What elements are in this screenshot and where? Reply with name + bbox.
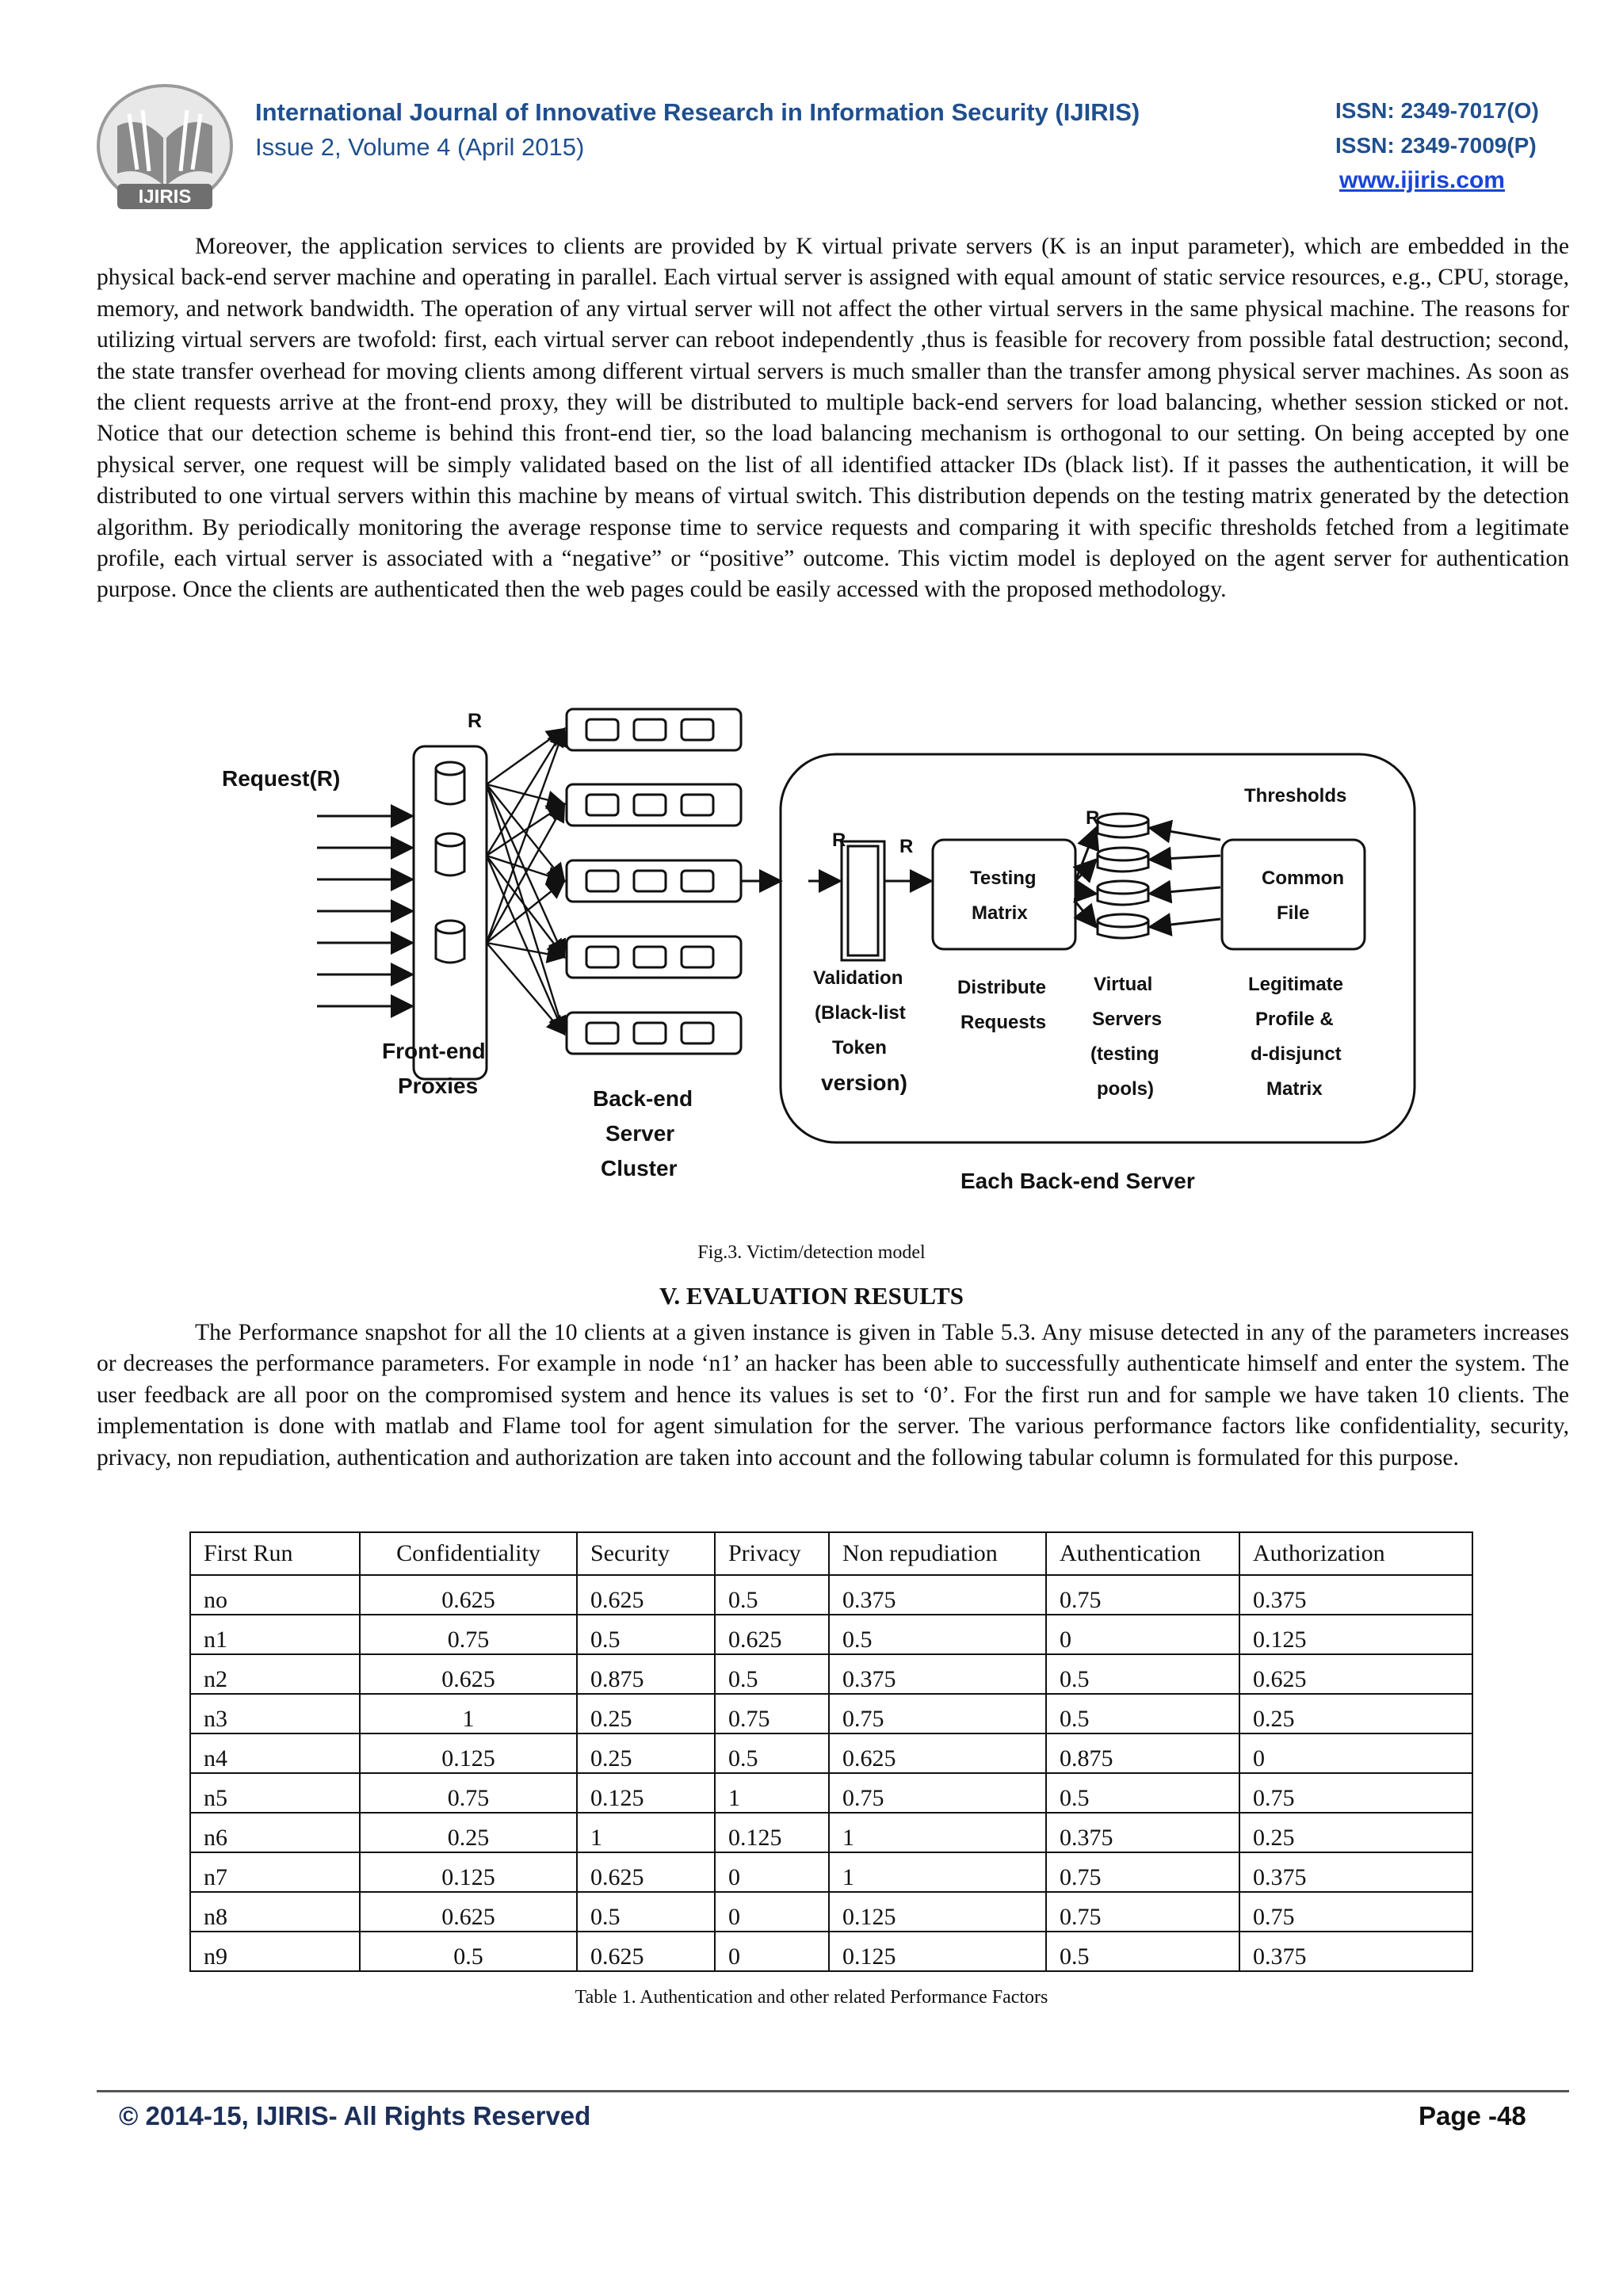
table-cell: 0.25 xyxy=(1239,1694,1472,1733)
common-label-1: Common xyxy=(1262,868,1344,889)
table-cell: 0.25 xyxy=(360,1813,577,1852)
table-cell: 0.125 xyxy=(577,1773,715,1813)
table-row xyxy=(190,1615,1472,1654)
testing-label-1: Testing xyxy=(970,868,1037,889)
page-number: Page -48 xyxy=(1419,2101,1526,2130)
backend-label-2: Server xyxy=(605,1121,675,1146)
validation-label-2: (Black-list xyxy=(815,1002,906,1024)
table-cell: 0.125 xyxy=(829,1932,1046,1971)
table-row xyxy=(190,1892,1472,1932)
issn-online: ISSN: 2349-7017(O) xyxy=(1335,98,1539,123)
table-cell: 0.5 xyxy=(1046,1773,1239,1813)
table-cell: 0.75 xyxy=(360,1773,577,1813)
table-cell: 0 xyxy=(715,1892,829,1932)
table-cell: 0.625 xyxy=(360,1892,577,1932)
table-cell: 0.75 xyxy=(360,1615,577,1654)
legit-label-4: Matrix xyxy=(1266,1078,1323,1100)
table-cell: 0.75 xyxy=(1046,1852,1239,1892)
table-row xyxy=(190,1733,1472,1773)
r-label-val-right: R xyxy=(899,836,914,857)
table-cell: 0.625 xyxy=(1239,1654,1472,1694)
backend-label-3: Cluster xyxy=(601,1156,678,1180)
table-header-cell: First Run xyxy=(190,1532,360,1575)
website-link[interactable]: www.ijiris.com xyxy=(1339,167,1505,193)
request-label: Request(R) xyxy=(222,766,341,791)
table-cell: 0.75 xyxy=(829,1773,1046,1813)
table-cell: 0.125 xyxy=(829,1892,1046,1932)
table-cell: 0.5 xyxy=(715,1575,829,1615)
table-cell: 1 xyxy=(577,1813,715,1852)
table-cell: 0 xyxy=(1046,1615,1239,1654)
table-cell: 0.5 xyxy=(1046,1932,1239,1971)
table-row xyxy=(190,1852,1472,1892)
table-cell: n7 xyxy=(190,1852,360,1892)
table-row xyxy=(190,1654,1472,1694)
table-cell: 0.5 xyxy=(360,1932,577,1971)
table-row xyxy=(190,1694,1472,1733)
table-row xyxy=(190,1813,1472,1852)
ijiris-logo xyxy=(94,82,236,217)
table-cell: 0.375 xyxy=(829,1654,1046,1694)
table-cell: 0.125 xyxy=(360,1852,577,1892)
table-cell: n3 xyxy=(190,1694,360,1733)
table-cell: 0 xyxy=(715,1852,829,1892)
table-cell: 1 xyxy=(829,1852,1046,1892)
table-cell: 0 xyxy=(715,1932,829,1971)
table-cell: 0.75 xyxy=(1046,1892,1239,1932)
table-cell: 0 xyxy=(1239,1733,1472,1773)
table-cell: 0.375 xyxy=(1046,1813,1239,1852)
table-header-cell: Non repudiation xyxy=(829,1532,1046,1575)
virtual-label-1: Virtual xyxy=(1094,974,1153,995)
copyright-notice: © 2014-15, IJIRIS- All Rights Reserved xyxy=(119,2101,591,2130)
table-cell: 0.625 xyxy=(829,1733,1046,1773)
table-cell: n5 xyxy=(190,1773,360,1813)
journal-title: International Journal of Innovative Research in Information Security (IJIRIS) xyxy=(255,98,1140,126)
table-cell: n2 xyxy=(190,1654,360,1694)
virtual-label-4: pools) xyxy=(1097,1078,1154,1100)
table-header-cell: Authorization xyxy=(1239,1532,1472,1575)
table-cell: 0.375 xyxy=(1239,1575,1472,1615)
validation-label-1: Validation xyxy=(813,967,903,989)
table-cell: 0.125 xyxy=(1239,1615,1472,1654)
table-cell: 1 xyxy=(715,1773,829,1813)
table-cell: 0.75 xyxy=(1239,1892,1472,1932)
virtual-label-3: (testing xyxy=(1090,1043,1159,1065)
table-cell: n6 xyxy=(190,1813,360,1852)
common-label-2: File xyxy=(1277,902,1310,924)
table-cell: 0.375 xyxy=(1239,1932,1472,1971)
testing-label-2: Matrix xyxy=(972,902,1028,924)
frontend-label-2: Proxies xyxy=(398,1074,479,1098)
table-cell: 0.75 xyxy=(715,1694,829,1733)
r-label-virtual: R xyxy=(1086,807,1100,829)
issue-volume: Issue 2, Volume 4 (April 2015) xyxy=(255,133,585,161)
table-cell: n9 xyxy=(190,1932,360,1971)
table-cell: 0.125 xyxy=(715,1813,829,1852)
body-paragraph-2: The Performance snapshot for all the 10 clients at a given instance is given in Table 5.3. Any misuse detected in any of the parameters increases or decreases the performance parameters. For example in node ‘n1’ an hacker has been able to successfully authenticate himself and enter the system. The user feedback are all poor on the compromised system and hence its values is set to ‘0’. For the first run and for sample we have taken 10 clients. The implementation is done with matlab and Flame tool for agent simulation for the server. The various performance factors like confidentiality, security, privacy, non repudiation, authentication and authorization are taken into account and the following tabular column is formulated for this purpose. xyxy=(97,1320,1569,1470)
table-cell: no xyxy=(190,1575,360,1615)
table-caption: Table 1. Authentication and other related Performance Factors xyxy=(575,1987,1048,2008)
legit-label-3: d-disjunct xyxy=(1251,1043,1342,1065)
table-row xyxy=(190,1932,1472,1971)
table-cell: 0.625 xyxy=(360,1575,577,1615)
table-row xyxy=(190,1575,1472,1615)
table-cell: 0.25 xyxy=(577,1694,715,1733)
proxy-cylinder xyxy=(436,762,464,804)
table-row xyxy=(190,1773,1472,1813)
legit-label-1: Legitimate xyxy=(1248,974,1344,995)
table-cell: 0.625 xyxy=(577,1575,715,1615)
table-cell: 0.875 xyxy=(1046,1733,1239,1773)
table-cell: 0.5 xyxy=(715,1733,829,1773)
table-cell: n4 xyxy=(190,1733,360,1773)
table-cell: n1 xyxy=(190,1615,360,1654)
table-header-cell: Security xyxy=(577,1532,715,1575)
each-backend-label: Each Back-end Server xyxy=(960,1169,1195,1193)
table-cell: 0.75 xyxy=(829,1694,1046,1733)
table-cell: 0.625 xyxy=(360,1654,577,1694)
table-header-cell: Privacy xyxy=(715,1532,829,1575)
r-label-top: R xyxy=(468,710,483,732)
performance-table xyxy=(189,1531,1473,1972)
table-header-cell: Confidentiality xyxy=(360,1532,577,1575)
table-cell: 0.5 xyxy=(577,1892,715,1932)
backend-label-1: Back-end xyxy=(593,1086,693,1111)
table-cell: 0.375 xyxy=(1239,1852,1472,1892)
distribute-label-2: Requests xyxy=(960,1012,1047,1033)
r-label-val-left: R xyxy=(832,830,846,851)
body-paragraph-1: Moreover, the application services to clients are provided by K virtual private servers (K is an input parameter), which are embedded in the physical back-end server machine and operating in parallel. Each virtual server is assigned with equal amount of static service resources, e.g., CPU, storage, memory, and network bandwidth. The operation of any virtual server will not affect the other virtual servers in the same physical machine. The reasons for utilizing virtual servers are twofold: first, each virtual server can reboot independently ,thus is feasible for recovery from possible fatal destruction; second, the state transfer overhead for moving clients among different virtual servers is much smaller than the transfer among physical server machines. As soon as the client requests arrive at the front-end proxy, they will be distributed to multiple back-end servers for load balancing, whether session sticked or not. Notice that our detection scheme is behind this front-end tier, so the load balancing mechanism is orthogonal to our setting. On being accepted by one physical server, one request will be simply validated based on the list of all identified attacker IDs (black list). If it passes the authentication, it will be distributed to one virtual servers within this machine by means of virtual switch. This distribution depends on the testing matrix generated by the detection algorithm. By periodically monitoring the average response time to service requests and comparing it with specific thresholds fetched from a legitimate profile, each virtual server is associated with a “negative” or “positive” outcome. This victim model is deployed on the agent server for authentication purpose. Once the clients are authenticated then the web pages could be easily accessed with the proposed methodology. xyxy=(97,234,1569,603)
table-cell: 0.625 xyxy=(577,1852,715,1892)
logo-text: IJIRIS xyxy=(138,186,192,208)
table-cell: 0.375 xyxy=(829,1575,1046,1615)
virtual-label-2: Servers xyxy=(1092,1009,1163,1030)
footer-divider xyxy=(97,2090,1569,2092)
table-header-cell: Authentication xyxy=(1046,1532,1239,1575)
issn-print: ISSN: 2349-7009(P) xyxy=(1335,133,1537,158)
table-cell: 0.5 xyxy=(577,1615,715,1654)
table-cell: 0.125 xyxy=(360,1733,577,1773)
distribute-label-1: Distribute xyxy=(957,977,1047,998)
table-cell: 0.25 xyxy=(1239,1813,1472,1852)
table-cell: 0.625 xyxy=(577,1932,715,1971)
table-cell: n8 xyxy=(190,1892,360,1932)
table-cell: 1 xyxy=(360,1694,577,1733)
table-cell: 1 xyxy=(829,1813,1046,1852)
section-heading: V. EVALUATION RESULTS xyxy=(659,1282,964,1310)
table-cell: 0.25 xyxy=(577,1733,715,1773)
table-cell: 0.5 xyxy=(1046,1654,1239,1694)
table-cell: 0.5 xyxy=(1046,1694,1239,1733)
table-cell: 0.875 xyxy=(577,1654,715,1694)
table-header-row xyxy=(190,1532,1472,1575)
table-cell: 0.75 xyxy=(1046,1575,1239,1615)
table-cell: 0.75 xyxy=(1239,1773,1472,1813)
thresholds-label: Thresholds xyxy=(1244,785,1347,807)
victim-detection-diagram xyxy=(222,697,1426,1220)
frontend-label-1: Front-end xyxy=(382,1039,486,1063)
figure-caption: Fig.3. Victim/detection model xyxy=(697,1242,926,1263)
validation-label-4: version) xyxy=(821,1070,907,1095)
table-cell: 0.625 xyxy=(715,1615,829,1654)
table-cell: 0.5 xyxy=(829,1615,1046,1654)
table-cell: 0.5 xyxy=(715,1654,829,1694)
validation-label-3: Token xyxy=(832,1037,887,1058)
legit-label-2: Profile & xyxy=(1255,1009,1334,1030)
